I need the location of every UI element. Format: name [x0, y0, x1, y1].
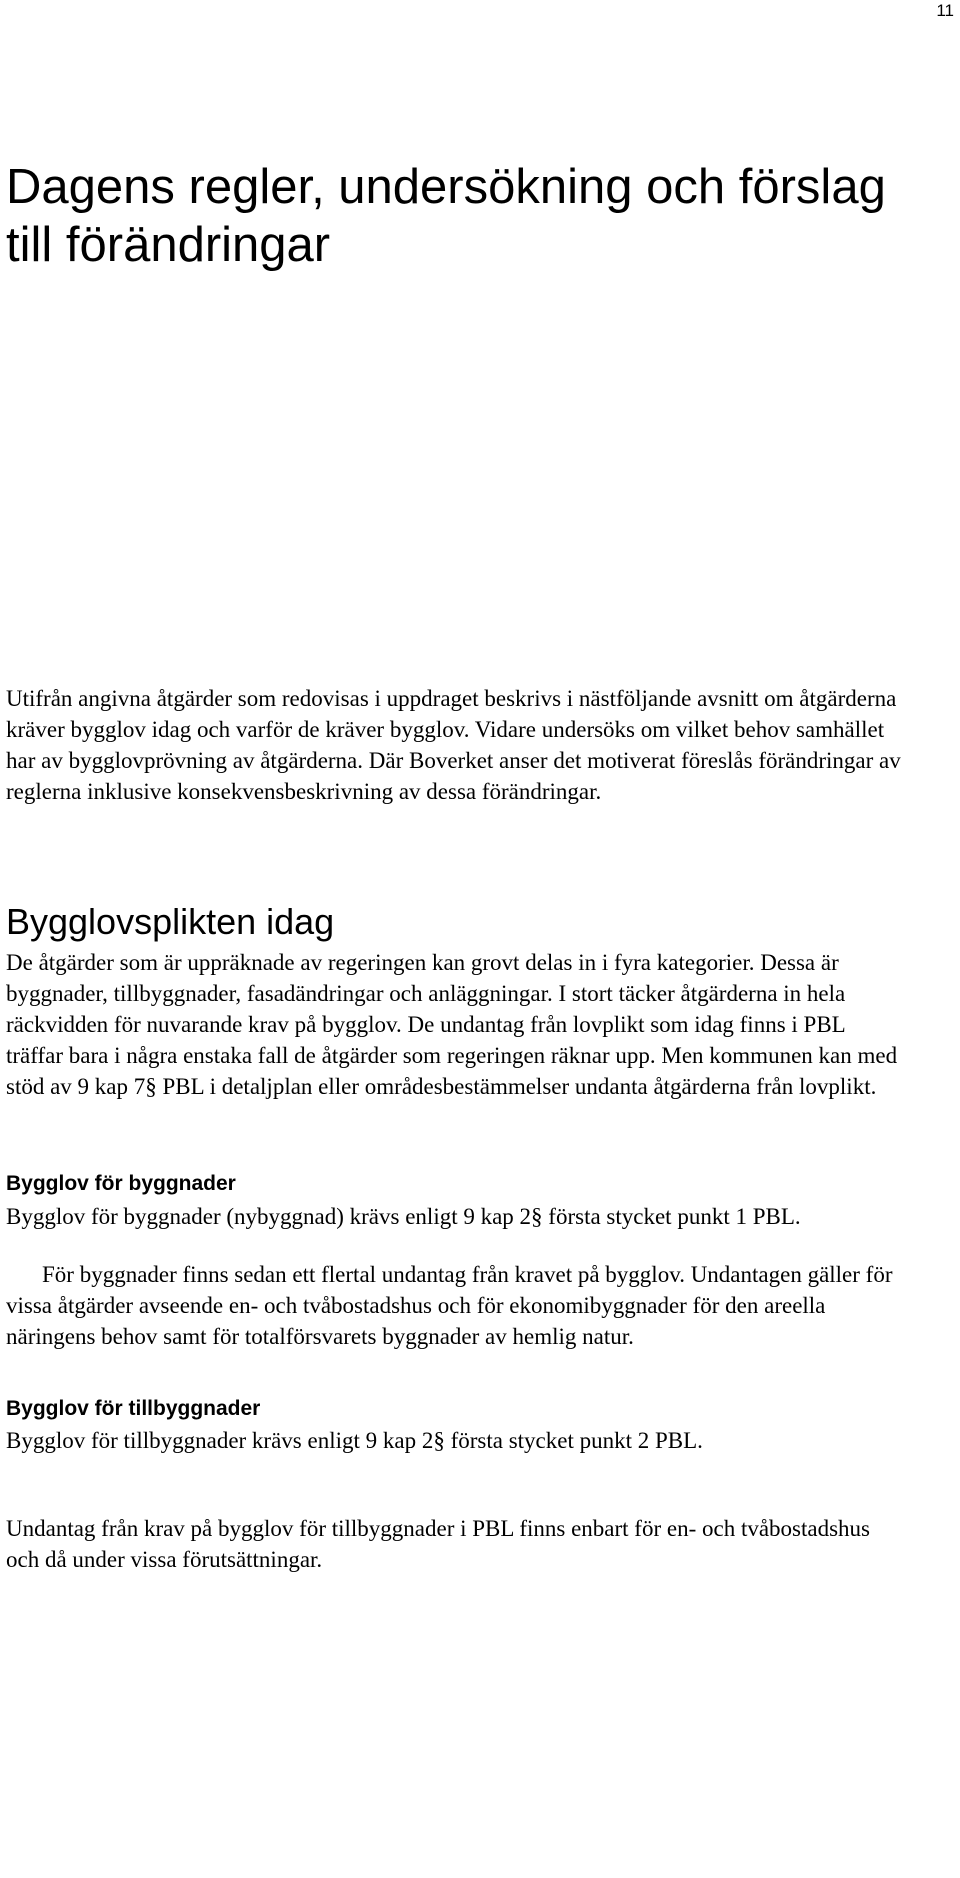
paragraph-tillbyggnader-1: Bygglov för tillbyggnader krävs enligt 9 kap 2§ första stycket punkt 2 PBL.	[6, 1428, 703, 1453]
paragraph-byggnader-2: För byggnader finns sedan ett flertal undantag från kravet på bygglov. Undantagen gäller för vissa åtgärder avseende en- och tvåbostadshus och för ekonomibyggnader för den areella näringens behov samt för totalförsvarets byggnader av hemlig natur.	[6, 1262, 893, 1349]
intro-paragraph: Utifrån angivna åtgärder som redovisas i uppdraget beskrivs i nästföljande avsnitt om åtgärderna kräver bygglov idag och varför de kräver bygglov. Vidare undersöks om vilket behov samhället har av bygglovprövning av åtgärderna. Där Boverket anser det motiverat föreslås förändringar av reglerna inklusive konsekvensbeskrivning av dessa förändringar.	[6, 686, 901, 804]
page-number: 11	[936, 1, 954, 20]
subsection-heading-tillbyggnader: Bygglov för tillbyggnader	[6, 1397, 261, 1420]
subsection-heading-byggnader: Bygglov för byggnader	[6, 1172, 236, 1195]
paragraph-byggnader-1: Bygglov för byggnader (nybyggnad) krävs enligt 9 kap 2§ första stycket punkt 1 PBL.	[6, 1204, 801, 1229]
section-heading-bygglovsplikten: Bygglovsplikten idag	[6, 901, 335, 942]
chapter-title: Dagens regler, undersökning och förslag till förändringar	[6, 160, 886, 272]
paragraph-tillbyggnader-2: Undantag från krav på bygglov för tillbyggnader i PBL finns enbart för en- och tvåbostadshus och då under vissa förutsättningar.	[6, 1516, 870, 1572]
section-paragraph-bygglovsplikten: De åtgärder som är uppräknade av regeringen kan grovt delas in i fyra kategorier. Dessa är byggnader, tillbyggnader, fasadändringar och anläggningar. I stort täcker åtgärderna in hela räckvidden för nuvarande krav på bygglov. De undantag från lovplikt som idag finns i PBL träffar bara i några enstaka fall de åtgärder som regeringen räknar upp. Men kommunen kan med stöd av 9 kap 7§ PBL i detaljplan eller områdesbestämmelser undanta åtgärderna från lovplikt.	[6, 950, 898, 1099]
